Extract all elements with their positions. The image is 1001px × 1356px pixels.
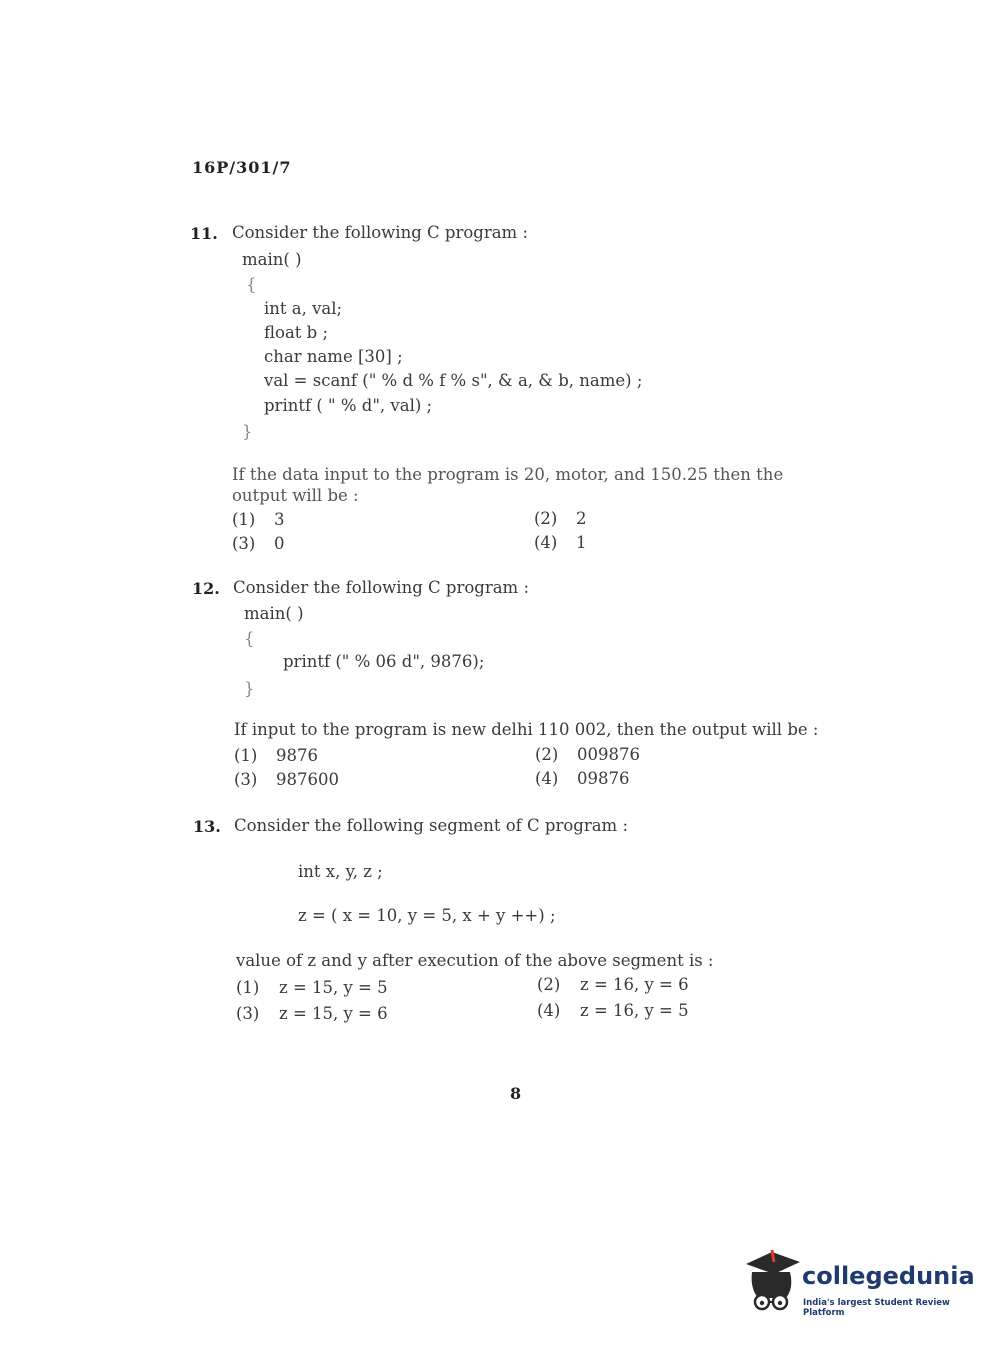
code-line: main( ) <box>244 604 304 623</box>
code-line: int x, y, z ; <box>298 862 383 881</box>
option-label: (2) <box>537 975 561 994</box>
option-value: z = 15, y = 5 <box>279 978 388 997</box>
option-value: 2 <box>576 509 587 528</box>
option-value: 1 <box>576 533 587 552</box>
option-label: (4) <box>535 769 559 788</box>
option-label: (3) <box>234 770 258 789</box>
brand-name: collegedunia <box>802 1262 975 1290</box>
option-value: 987600 <box>276 770 339 789</box>
code-line: } <box>242 422 253 441</box>
option-label: (2) <box>534 509 558 528</box>
option-value: z = 16, y = 5 <box>580 1001 689 1020</box>
option-label: (1) <box>232 510 256 529</box>
collegedunia-logo <box>742 1248 975 1318</box>
question-number: 12. <box>192 579 220 598</box>
question-prompt: Consider the following segment of C program : <box>234 816 629 835</box>
option-label: (1) <box>236 978 260 997</box>
page-number: 8 <box>510 1084 522 1103</box>
option-value: 09876 <box>577 769 630 788</box>
option-value: 3 <box>274 510 285 529</box>
code-line: z = ( x = 10, y = 5, x + y ++) ; <box>298 906 556 925</box>
option-label: (2) <box>535 745 559 764</box>
code-line: { <box>244 629 255 648</box>
code-line: printf ( " % d", val) ; <box>264 396 433 415</box>
option-label: (4) <box>537 1001 561 1020</box>
code-line: val = scanf (" % d % f % s", & a, & b, name) ; <box>264 371 643 390</box>
brand-tagline: India's largest Student Review Platform <box>803 1298 950 1318</box>
code-line: main( ) <box>242 250 302 269</box>
option-label: (3) <box>232 534 256 553</box>
option-label: (3) <box>236 1004 260 1023</box>
option-label: (4) <box>534 533 558 552</box>
code-line: int a, val; <box>264 299 343 318</box>
option-value: z = 15, y = 6 <box>279 1004 388 1023</box>
option-value: 0 <box>274 534 285 553</box>
question-text: output will be : <box>232 486 359 505</box>
question-prompt: Consider the following C program : <box>232 223 529 242</box>
option-value: 009876 <box>577 745 640 764</box>
code-line: printf (" % 06 d", 9876); <box>283 652 485 671</box>
question-number: 11. <box>190 224 218 243</box>
question-number: 13. <box>193 817 221 836</box>
option-value: z = 16, y = 6 <box>580 975 689 994</box>
code-line: { <box>246 275 257 294</box>
graduate-mascot-icon <box>742 1248 804 1318</box>
option-label: (1) <box>234 746 258 765</box>
code-line: char name [30] ; <box>264 347 403 366</box>
code-line: } <box>244 679 255 698</box>
paper-code: 16P/301/7 <box>192 158 292 177</box>
question-prompt: Consider the following C program : <box>233 578 530 597</box>
question-text: value of z and y after execution of the above segment is : <box>236 951 714 970</box>
question-text: If input to the program is new delhi 110 002, then the output will be : <box>234 720 819 739</box>
option-value: 9876 <box>276 746 318 765</box>
question-text: If the data input to the program is 20, motor, and 150.25 then the <box>232 465 784 484</box>
code-line: float b ; <box>264 323 329 342</box>
